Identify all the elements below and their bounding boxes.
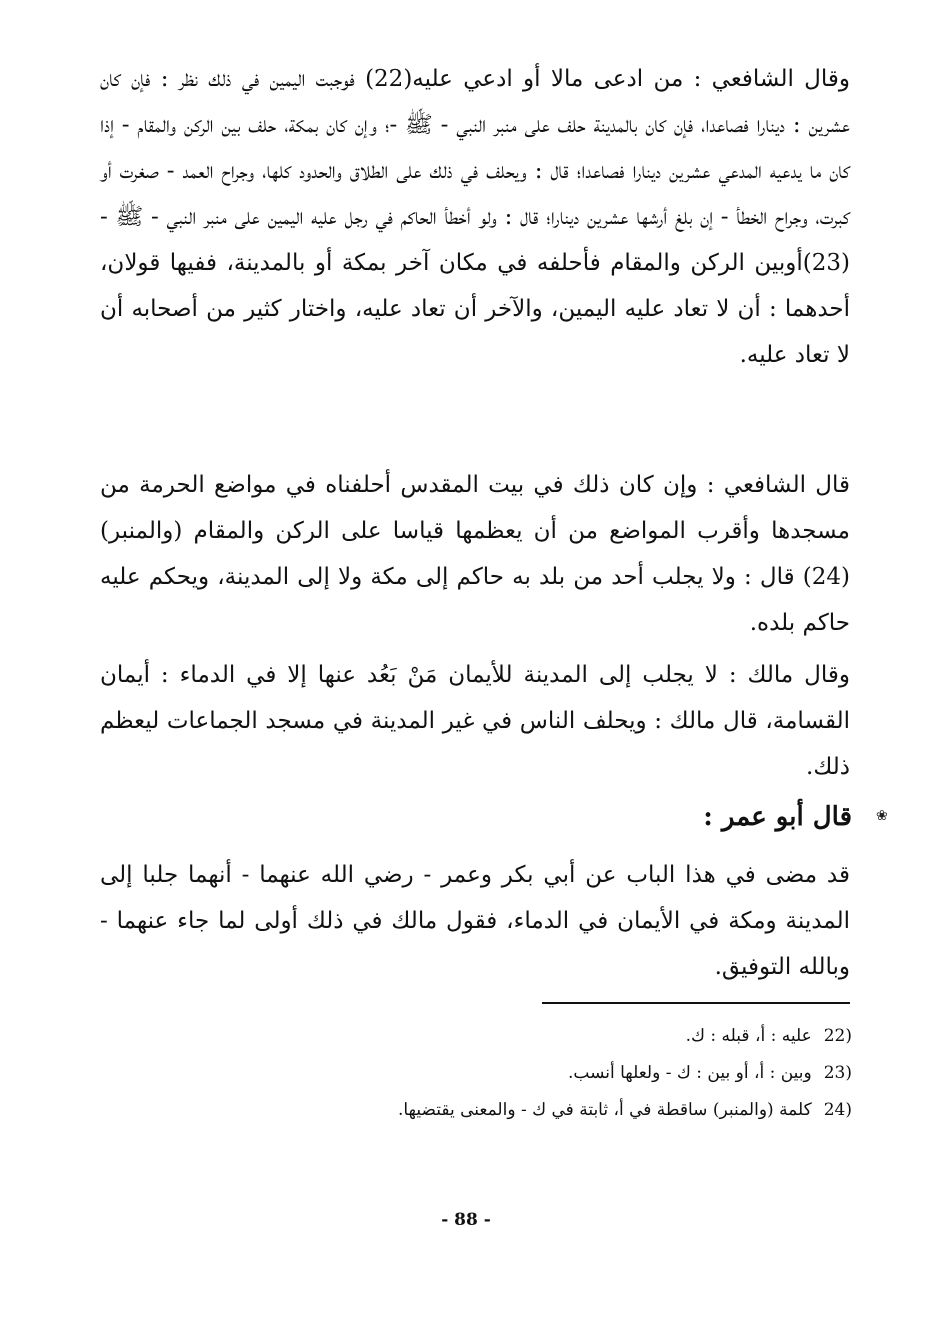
footnotes-list bbox=[132, 1018, 852, 1129]
paragraph-bayt-al-maqdis: قال الشافعي : وإن كان ذلك في بيت المقدس أحلفناه في مواضع الحرمة من مسجدها وأقرب المواضع من أن يعظمها قياسا على الركن والمقام (والمنبر)(24) قال : ولا يجلب أحد من بلد به حاكم إلى مكة ولا إلى المدينة، ويحكم عليه حاكم بلده. bbox=[100, 472, 850, 636]
paragraph-malik: وقال مالك : لا يجلب إلى المدينة للأيمان مَنْ بَعُد عنها إلا في الدماء : أيمان القسامة، قال مالك : ويحلف الناس في غير المدينة في مسجد الجماعات ليعظم ذلك. bbox=[100, 662, 850, 780]
footnote-item bbox=[132, 1092, 852, 1129]
footnote-text: وبين : أ، أو بين : ك - ولعلها أنسب. bbox=[567, 1063, 812, 1083]
paragraph-shafii-oath: وقال الشافعي : من ادعى مالا أو ادعي عليه(22) فوجبت اليمين في ذلك نظر : فإن كان عشرين : دينارا فصاعدا، فإن كان بالمدينة حلف على منبر النبي - ﷺ -؛ وإن كان بمكة، حلف بين الركن والمقام - إذا كان ما يدعيه المدعي عشرين دينارا فصاعدا؛ قال : ويحلف في ذلك على الطلاق والحدود كلها، وجراح العمد - صغرت أو كبرت، وجراح الخطأ - إن بلغ أرشها عشرين دينارا؛ قال : ولو أخطأ الحاكم في رجل عليه اليمين على منبر النبي - ﷺ -(23)أوبين الركن والمقام فأحلفه في مكان آخر بمكة أو بالمدينة، ففيها قولان، أحدهما : أن لا تعاد عليه اليمين، والآخر أن تعاد عليه، واختار كثير من أصحابه أن لا تعاد عليه. bbox=[100, 66, 850, 368]
footnote-item bbox=[132, 1055, 852, 1092]
footnote-number: 23) bbox=[823, 1063, 852, 1083]
footnote-number: 22) bbox=[823, 1026, 852, 1046]
footnote-item bbox=[132, 1018, 852, 1055]
page-number: - 88 - bbox=[441, 1210, 491, 1230]
section-heading: قال أبو عمر : bbox=[703, 802, 852, 832]
footnote-divider bbox=[542, 1002, 850, 1004]
footnote-text: عليه : أ، قبله : ك. bbox=[685, 1026, 812, 1046]
section-marker-icon: ❀ bbox=[876, 808, 888, 824]
footnote-number: 24) bbox=[823, 1100, 852, 1120]
closing-paragraph: قد مضى في هذا الباب عن أبي بكر وعمر - رضي الله عنهما - أنهما جلبا إلى المدينة ومكة في الأيمان في الدماء، فقول مالك في ذلك أولى لما جاء عنهما - وبالله التوفيق. bbox=[100, 862, 850, 980]
footnote-text: كلمة (والمنبر) ساقطة في أ، ثابتة في ك - والمعنى يقتضيها. bbox=[397, 1100, 812, 1120]
